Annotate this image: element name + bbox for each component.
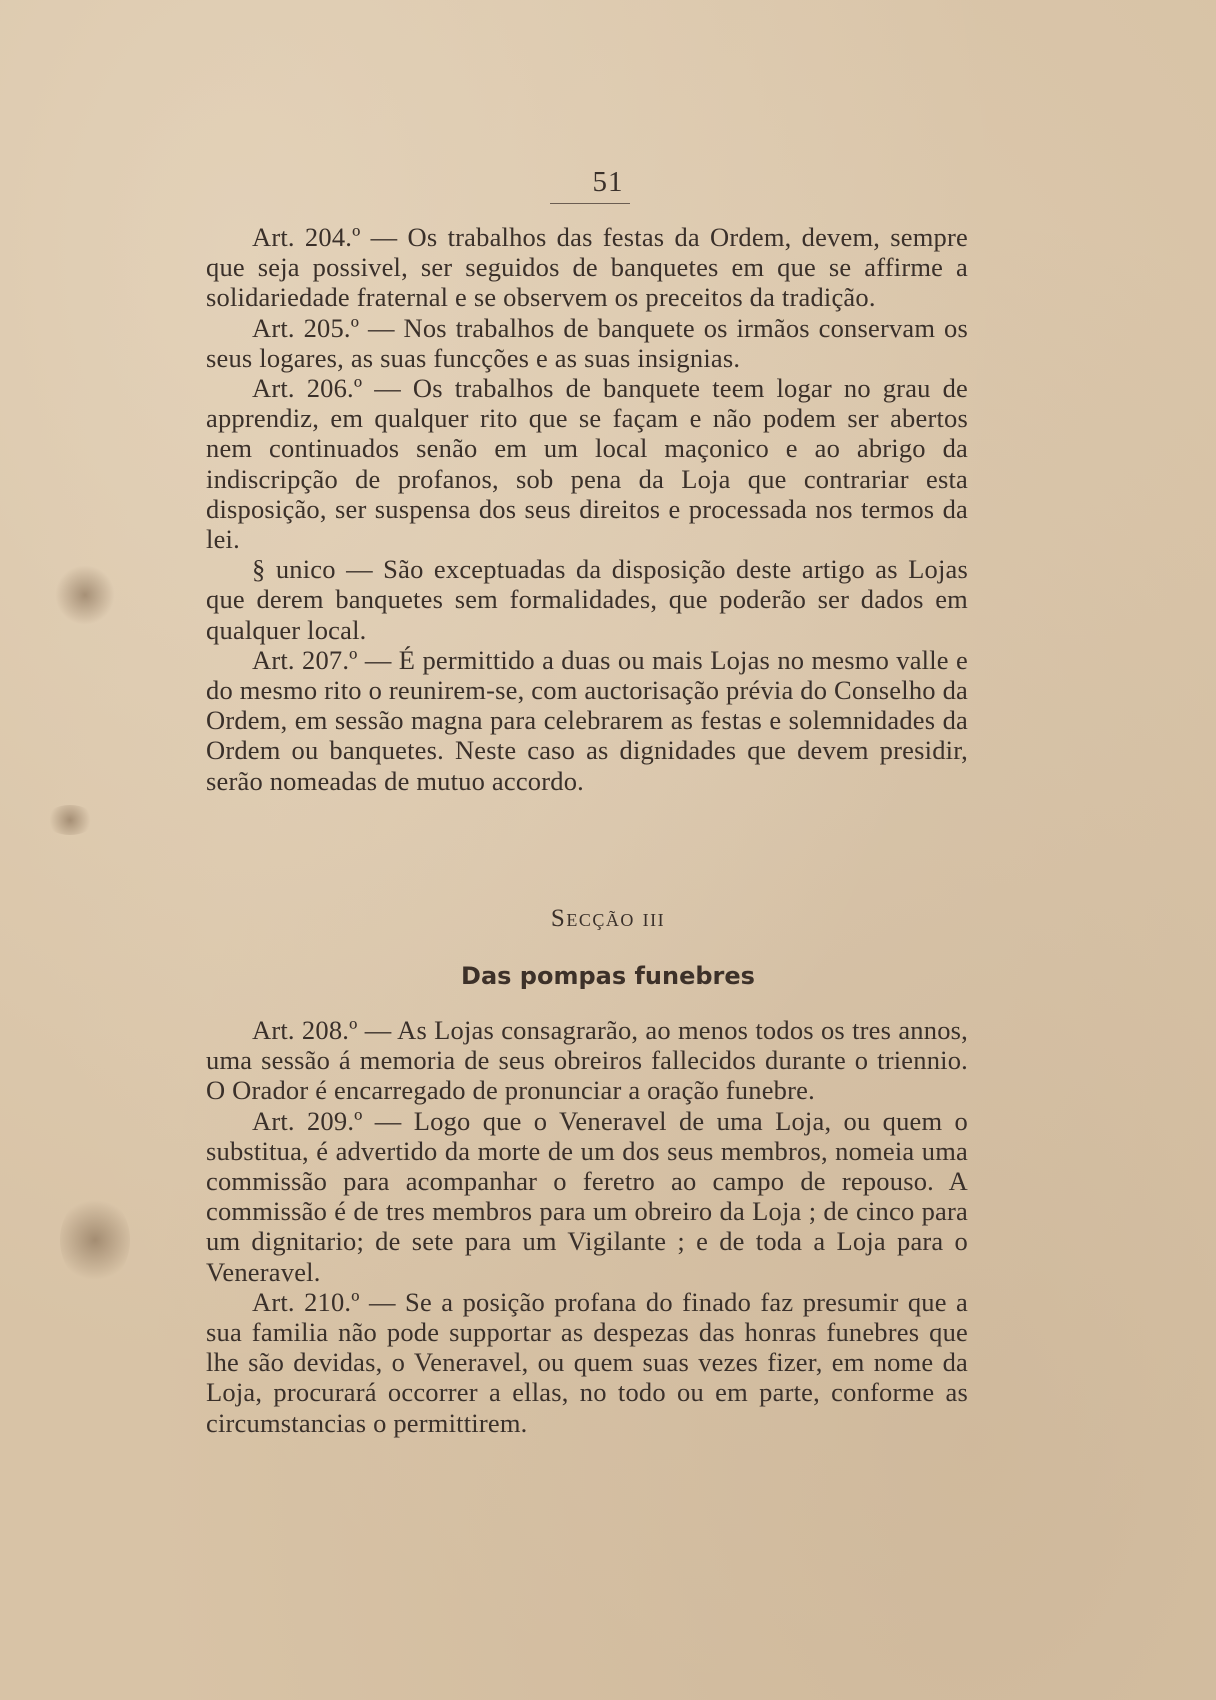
section-title: Das pompas funebres — [461, 962, 755, 990]
article-204: Art. 204.º — Os trabalhos das festas da Ordem, devem, sempre que seja possivel, ser seguidos de banquetes em que se affirme a solidariedade fraternal e se observem os preceitos da tradição. — [206, 222, 968, 313]
article-208: Art. 208.º — As Lojas consagrarão, ao menos todos os tres annos, uma sessão á memoria de seus obreiros fallecidos durante o triennio. O Orador é encarregado de pronunciar a oração funebre. — [206, 1015, 968, 1106]
article-206: Art. 206.º — Os trabalhos de banquete teem logar no grau de apprendiz, em qualquer rito que se façam e não podem ser abertos nem continuados senão em um local maçonico e ao abrigo da indiscripção de profanos, sob pena da Loja que contrariar esta disposição, ser suspensa dos seus direitos e processada nos termos da lei. — [206, 373, 968, 555]
page-number: 51 — [592, 166, 624, 198]
article-207: Art. 207.º — É permittido a duas ou mais Lojas no mesmo valle e do mesmo rito o reunirem-se, com auctorisação prévia do Conselho da Ordem, em sessão magna para celebrarem as festas e solemnidades da Ordem ou banquetes. Neste caso as dignidades que devem presidir, serão nomeadas de mutuo accordo. — [206, 644, 968, 796]
section-label: Secção iii — [550, 905, 666, 932]
articles-funerals — [206, 1015, 968, 1438]
articles-banquets — [206, 222, 968, 796]
page-number-rule — [550, 203, 630, 204]
paper-stain — [55, 565, 115, 625]
article-205: Art. 205.º — Nos trabalhos de banquete os irmãos conservam os seus logares, as suas funcções e as suas insignias. — [206, 312, 968, 373]
article-209: Art. 209.º — Logo que o Veneravel de uma Loja, ou quem o substitua, é advertido da morte de um dos seus membros, nomeia uma commissão para acompanhar o feretro ao campo de repouso. A commissão é de tres membros para um obreiro da Loja ; de cinco para um dignitario; de sete para um Vigilante ; e de toda a Loja para o Veneravel. — [206, 1105, 968, 1287]
paper-stain — [60, 1195, 130, 1285]
article-206-sole-paragraph: § unico — São exceptuadas da disposição deste artigo as Lojas que derem banquetes sem formalidades, que poderão ser dados em qualquer local. — [206, 554, 968, 645]
paper-stain — [45, 805, 95, 835]
article-210: Art. 210.º — Se a posição profana do finado faz presumir que a sua familia não pode supportar as despezas das honras funebres que lhe são devidas, o Veneravel, ou quem suas vezes fizer, em nome da Loja, procurará occorrer a ellas, no todo ou em parte, conforme as circumstancias o permittirem. — [206, 1286, 968, 1438]
